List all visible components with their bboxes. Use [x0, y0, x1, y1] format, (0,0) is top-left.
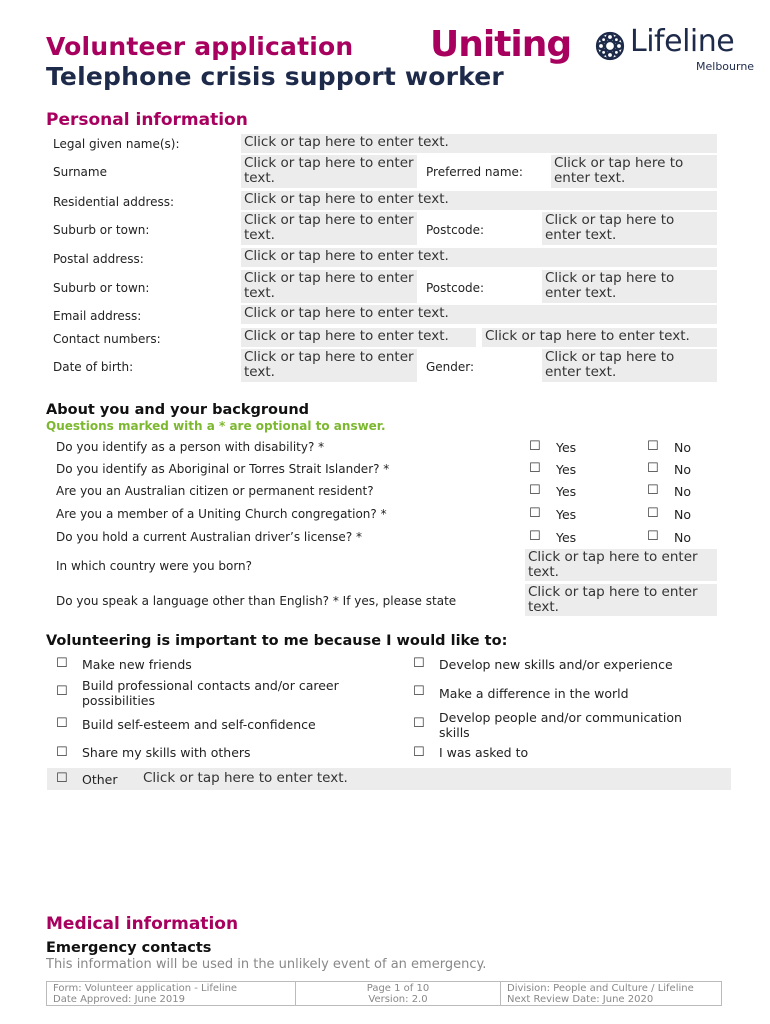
- footer-division-cell: [500, 981, 722, 1006]
- no-label: No: [674, 440, 691, 455]
- postcode-label: Postcode:: [426, 223, 485, 237]
- reason-label: I was asked to: [439, 745, 529, 760]
- yes-checkbox[interactable]: ☐: [529, 506, 541, 521]
- reason-label: Develop people and/or communication skills: [439, 710, 682, 740]
- yes-label: Yes: [556, 530, 577, 545]
- uniting-logo: Uniting: [430, 24, 572, 65]
- gender-label: Gender:: [426, 360, 475, 374]
- no-checkbox[interactable]: ☐: [647, 529, 659, 544]
- lifeline-wordmark: Lifeline: [630, 24, 735, 59]
- language-field[interactable]: Click or tap here to enter text.: [525, 584, 717, 616]
- contact-numbers-label: Contact numbers:: [53, 332, 161, 346]
- reason-checkbox[interactable]: ☐: [413, 745, 425, 760]
- yes-label: Yes: [556, 440, 577, 455]
- yes-checkbox[interactable]: ☐: [529, 483, 541, 498]
- reason-label: Make a difference in the world: [439, 686, 629, 701]
- email-field[interactable]: Click or tap here to enter text.: [241, 305, 717, 324]
- surname-field[interactable]: Click or tap here to enter text.: [241, 155, 417, 188]
- personal-heading: Personal information: [46, 110, 248, 130]
- reason-label: Make new friends: [82, 657, 192, 672]
- reason-checkbox[interactable]: ☐: [56, 716, 68, 731]
- postal-suburb-label: Suburb or town:: [53, 281, 150, 295]
- yes-checkbox[interactable]: ☐: [529, 461, 541, 476]
- form-title: Volunteer application: [46, 32, 354, 61]
- suburb-field[interactable]: Click or tap here to enter text.: [241, 212, 417, 245]
- emergency-note: This information will be used in the unlikely event of an emergency.: [46, 957, 487, 972]
- yes-checkbox[interactable]: ☐: [529, 529, 541, 544]
- no-checkbox[interactable]: ☐: [647, 483, 659, 498]
- language-question: Do you speak a language other than English? * If yes, please state: [56, 594, 457, 608]
- lifeline-logo: [594, 24, 755, 76]
- footer-form-cell: [46, 981, 296, 1006]
- reason-label: Build self-esteem and self-confidence: [82, 717, 316, 732]
- preferred-name-label: Preferred name:: [426, 165, 523, 179]
- footer-page: Page 1 of 10: [366, 983, 430, 994]
- legal-name-label: Legal given name(s):: [53, 137, 180, 151]
- footer-review: Next Review Date: June 2020: [507, 994, 654, 1005]
- emergency-heading: Emergency contacts: [46, 940, 212, 956]
- email-label: Email address:: [53, 309, 142, 323]
- reason-checkbox[interactable]: ☐: [56, 745, 68, 760]
- reason-label: Develop new skills and/or experience: [439, 657, 673, 672]
- legal-name-field[interactable]: Click or tap here to enter text.: [241, 134, 717, 153]
- question-text: Do you identify as a person with disability? *: [56, 440, 325, 454]
- no-checkbox[interactable]: ☐: [647, 439, 659, 454]
- gender-field[interactable]: Click or tap here to enter text.: [542, 349, 717, 382]
- contact-number-2-field[interactable]: Click or tap here to enter text.: [482, 328, 717, 347]
- dob-field[interactable]: Click or tap here to enter text.: [241, 349, 417, 382]
- background-heading: About you and your background: [46, 402, 310, 418]
- reason-checkbox[interactable]: ☐: [56, 656, 68, 671]
- volunteering-heading: Volunteering is important to me because I would like to:: [46, 633, 508, 649]
- country-field[interactable]: Click or tap here to enter text.: [525, 549, 717, 581]
- yes-label: Yes: [556, 507, 577, 522]
- no-label: No: [674, 530, 691, 545]
- postal-postcode-label: Postcode:: [426, 281, 485, 295]
- yes-label: Yes: [556, 462, 577, 477]
- footer-form: Form: Volunteer application - Lifeline: [53, 983, 238, 994]
- other-label: Other: [82, 772, 118, 787]
- footer-approved: Date Approved: June 2019: [53, 994, 185, 1005]
- no-label: No: [674, 507, 691, 522]
- question-text: Do you hold a current Australian driver’s license? *: [56, 530, 362, 544]
- no-label: No: [674, 484, 691, 499]
- other-field[interactable]: Click or tap here to enter text.: [143, 770, 348, 786]
- surname-label: Surname: [53, 165, 107, 179]
- suburb-label: Suburb or town:: [53, 223, 150, 237]
- optional-hint: Questions marked with a * are optional to answer.: [46, 419, 386, 433]
- no-checkbox[interactable]: ☐: [647, 461, 659, 476]
- contact-number-1-field[interactable]: Click or tap here to enter text.: [241, 328, 476, 347]
- dob-label: Date of birth:: [53, 360, 134, 374]
- question-text: Do you identify as Aboriginal or Torres Strait Islander? *: [56, 462, 390, 476]
- postal-suburb-field[interactable]: Click or tap here to enter text.: [241, 270, 417, 303]
- postal-postcode-field[interactable]: Click or tap here to enter text.: [542, 270, 717, 303]
- residential-address-field[interactable]: Click or tap here to enter text.: [241, 191, 717, 210]
- form-subtitle: Telephone crisis support worker: [46, 62, 504, 91]
- medical-heading: Medical information: [46, 914, 239, 934]
- country-question: In which country were you born?: [56, 559, 253, 573]
- footer-page-cell: [295, 981, 501, 1006]
- postal-address-label: Postal address:: [53, 252, 144, 266]
- reason-checkbox[interactable]: ☐: [56, 684, 68, 699]
- question-text: Are you a member of a Uniting Church congregation? *: [56, 507, 387, 521]
- reason-checkbox[interactable]: ☐: [413, 684, 425, 699]
- footer-division: Division: People and Culture / Lifeline: [507, 983, 694, 994]
- yes-checkbox[interactable]: ☐: [529, 439, 541, 454]
- residential-address-label: Residential address:: [53, 195, 175, 209]
- footer-version: Version: 2.0: [368, 994, 428, 1005]
- reason-checkbox[interactable]: ☐: [413, 656, 425, 671]
- yes-label: Yes: [556, 484, 577, 499]
- preferred-name-field[interactable]: Click or tap here to enter text.: [551, 155, 717, 188]
- no-checkbox[interactable]: ☐: [647, 506, 659, 521]
- lifeline-emblem-icon: [594, 30, 626, 62]
- reason-checkbox[interactable]: ☐: [413, 716, 425, 731]
- lifeline-melbourne: Melbourne: [696, 60, 755, 73]
- reason-label: Build professional contacts and/or career possibilities: [82, 678, 339, 708]
- postal-address-field[interactable]: Click or tap here to enter text.: [241, 248, 717, 267]
- question-text: Are you an Australian citizen or permanent resident?: [56, 484, 374, 498]
- other-checkbox[interactable]: ☐: [56, 771, 68, 786]
- reason-label: Share my skills with others: [82, 745, 251, 760]
- postcode-field[interactable]: Click or tap here to enter text.: [542, 212, 717, 245]
- no-label: No: [674, 462, 691, 477]
